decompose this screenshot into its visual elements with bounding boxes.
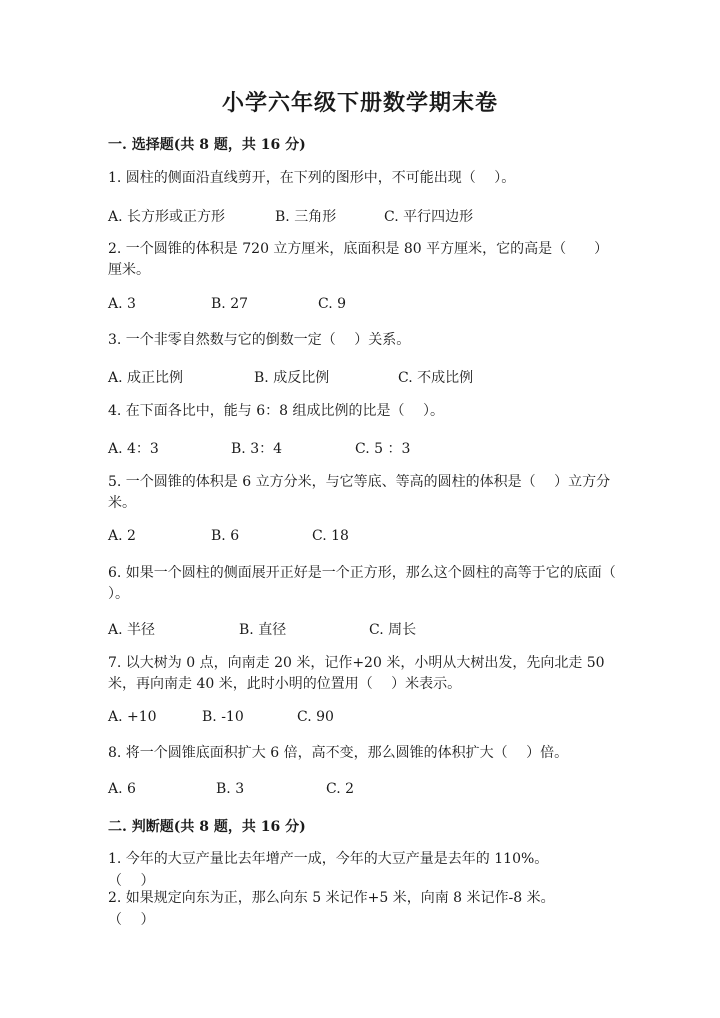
- option-c: C. 不成比例: [398, 370, 474, 386]
- judgement-question-2: 2. 如果规定向东为正，那么向东 5 米记作+5 米，向南 8 米记作-8 米。: [108, 890, 555, 906]
- option-b: B. 三角形: [275, 209, 337, 225]
- option-b: B. 直径: [239, 622, 287, 638]
- section-heading-choice: 一. 选择题(共 8 题，共 16 分): [108, 137, 306, 153]
- option-b: B. 27: [211, 296, 249, 312]
- option-a: A. +10: [108, 709, 157, 725]
- option-b: B. 3：4: [231, 441, 283, 457]
- page-title: 小学六年级下册数学期末卷: [221, 90, 498, 116]
- option-a: A. 成正比例: [108, 370, 184, 386]
- question-3: 3. 一个非零自然数与它的倒数一定（ ）关系。: [108, 332, 411, 348]
- question-8: 8. 将一个圆锥底面积扩大 6 倍，高不变，那么圆锥的体积扩大（ ）倍。: [108, 745, 569, 761]
- option-a: A. 4：3: [108, 441, 159, 457]
- option-b: B. 6: [211, 528, 240, 544]
- question-2: 2. 一个圆锥的体积是 720 立方厘米，底面积是 80 平方厘米，它的高是（ ）厘米。: [108, 241, 609, 278]
- section-heading-judgement: 二. 判断题(共 8 题，共 16 分): [108, 819, 306, 835]
- options-3: [108, 367, 618, 387]
- options-6: [108, 619, 618, 639]
- options-8: [108, 781, 618, 801]
- judgement-question-1: 1. 今年的大豆产量比去年增产一成，今年的大豆产量是去年的 110%。: [108, 851, 549, 867]
- options-1: [108, 206, 618, 226]
- question-4: 4. 在下面各比中，能与 6：8 组成比例的比是（ ）。: [108, 403, 444, 419]
- option-a: A. 半径: [108, 622, 156, 638]
- question-1: 1. 圆柱的侧面沿直线剪开，在下列的图形中，不可能出现（ ）。: [108, 170, 516, 186]
- question-5: 5. 一个圆锥的体积是 6 立方分米，与它等底、等高的圆柱的体积是（ ）立方分米。: [108, 474, 611, 511]
- answer-parentheses: （ ）: [108, 912, 155, 928]
- question-6: 6. 如果一个圆柱的侧面展开正好是一个正方形，那么这个圆柱的高等于它的底面（ ）。: [108, 565, 635, 602]
- option-b: B. 成反比例: [254, 370, 330, 386]
- option-c: C. 2: [326, 781, 355, 797]
- option-c: C. 5 ：3: [355, 441, 411, 457]
- option-a: A. 2: [108, 528, 136, 544]
- option-a: A. 6: [108, 781, 136, 797]
- question-7: 7. 以大树为 0 点，向南走 20 米，记作+20 米，小明从大树出发，先向北走 50 米，再向南走 40 米，此时小明的位置用（ ）米表示。: [108, 655, 605, 692]
- option-b: B. 3: [216, 781, 245, 797]
- option-c: C. 90: [297, 709, 334, 725]
- options-5: [108, 528, 618, 548]
- options-2: [108, 296, 618, 316]
- option-c: C. 9: [318, 296, 347, 312]
- answer-parentheses: （ ）: [108, 873, 155, 889]
- option-a: A. 3: [108, 296, 136, 312]
- option-b: B. -10: [202, 709, 244, 725]
- options-4: [108, 438, 618, 458]
- options-7: [108, 709, 618, 729]
- option-a: A. 长方形或正方形: [108, 209, 226, 225]
- option-c: C. 周长: [369, 622, 417, 638]
- option-c: C. 18: [312, 528, 349, 544]
- option-c: C. 平行四边形: [384, 209, 474, 225]
